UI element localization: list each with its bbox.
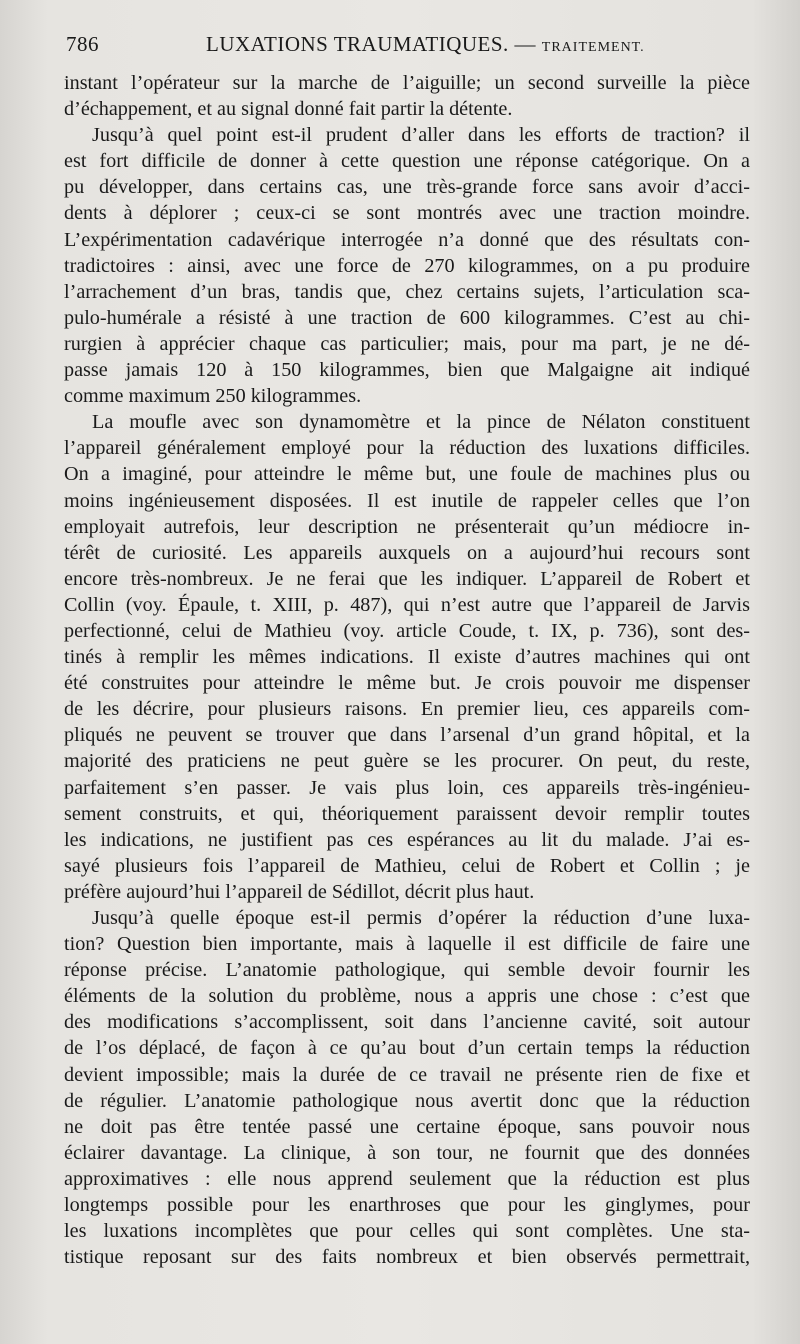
text-line: l’appareil généralement employé pour la réduction des luxations difficiles. [64, 437, 750, 460]
text-line: La moufle avec son dynamomètre et la pince de Nélaton constituent [92, 411, 750, 434]
text-line: sayé plusieurs fois l’appareil de Mathieu, celui de Robert et Collin ; je [64, 854, 750, 877]
text-line: est fort difficile de donner à cette question une réponse catégorique. On a [64, 150, 750, 173]
text-line: préfère aujourd’hui l’appareil de Sédillot, décrit plus haut. [64, 880, 535, 903]
text-line: passe jamais 120 à 150 kilogrammes, bien que Malgaigne ait indiqué [64, 359, 750, 382]
text-line: moins ingénieusement disposées. Il est inutile de rappeler celles que l’on [64, 489, 750, 512]
text-line: On a imaginé, pour atteindre le même but, une foule de machines plus ou [64, 463, 750, 486]
text-line: longtemps possible pour les enarthroses que pour les ginglymes, pour [64, 1194, 750, 1217]
text-line: l’arrachement d’un bras, tandis que, chez certains sujets, l’articulation sca- [64, 280, 750, 303]
text-line: sement construits, et qui, théoriquement paraissent devoir remplir toutes [64, 802, 750, 825]
text-line: ne doit pas être tentée passé une certaine époque, sans pouvoir nous [64, 1115, 750, 1138]
text-line: de l’os déplacé, de façon à ce qu’au bout d’un certain temps la réduction [64, 1037, 750, 1060]
text-line: comme maximum 250 kilogrammes. [64, 385, 362, 408]
text-line: éléments de la solution du problème, nous a appris une chose : c’est que [64, 985, 750, 1008]
page-number: 786 [66, 32, 99, 56]
body-text [64, 70, 750, 1270]
text-line: approximatives : elle nous apprend seulement que la réduction est plus [64, 1167, 750, 1190]
running-title [206, 32, 645, 57]
text-line: instant l’opérateur sur la marche de l’aiguille; un second surveille la pièce [64, 72, 750, 94]
text-line: parfaitement s’en passer. Je vais plus loin, ces appareils très-ingénieu- [64, 776, 750, 799]
text-line: réponse précise. L’anatomie pathologique, qui semble devoir fournir les [64, 959, 750, 982]
text-line: dents à déplorer ; ceux-ci se sont montrés avec une traction moindre. [64, 202, 750, 225]
text-line: employait autrefois, leur description ne présenterait qu’un médiocre in- [64, 515, 750, 538]
text-line: majorité des praticiens ne peut guère se les procurer. On peut, du reste, [64, 750, 750, 773]
text-line: rurgien à apprécier chaque cas particulier; mais, pour ma part, je ne dé- [64, 332, 750, 355]
text-line: L’expérimentation cadavérique interrogée n’a donné que des résultats con- [64, 228, 750, 251]
text-line: des modifications s’accomplissent, soit dans l’ancienne cavité, soit autour [64, 1011, 750, 1034]
text-line: pliqués ne peuvent se trouver que dans l’arsenal d’un grand hôpital, et la [64, 724, 750, 747]
text-line: tinés à remplir les mêmes indications. Il existe d’autres machines qui ont [64, 646, 750, 669]
text-line: tion? Question bien importante, mais à laquelle il est difficile de faire une [64, 933, 750, 956]
text-line: d’échappement, et au signal donné fait partir la détente. [64, 98, 513, 121]
text-line: pu développer, dans certains cas, une très-grande force sans avoir d’acci- [64, 176, 750, 199]
text-line: devient impossible; mais la durée de ce travail ne présente rien de fixe et [64, 1063, 750, 1086]
text-line: térêt de curiosité. Les appareils auxquels on a aujourd’hui recours sont [64, 541, 750, 564]
text-line: les luxations incomplètes que pour celles qui sont complètes. Une sta- [64, 1220, 750, 1243]
text-line: Jusqu’à quel point est-il prudent d’aller dans les efforts de traction? il [92, 124, 750, 147]
text-line: été construites pour atteindre le même but. Je crois pouvoir me dispenser [64, 672, 750, 695]
running-title-main: LUXATIONS TRAUMATIQUES. — [206, 32, 537, 56]
text-line: tistique reposant sur des faits nombreux et bien observés permettrait, [64, 1246, 750, 1269]
text-line: pulo-humérale a résisté à une traction de 600 kilogrammes. C’est au chi- [64, 306, 750, 329]
text-line: Jusqu’à quelle époque est-il permis d’opérer la réduction d’une luxa- [92, 907, 750, 929]
text-line: éclairer davantage. La clinique, à son tour, ne fournit que des données [64, 1141, 750, 1164]
text-line: perfectionné, celui de Mathieu (voy. article Coude, t. IX, p. 736), sont des- [64, 619, 750, 642]
text-line: de les décrire, pour plusieurs raisons. En premier lieu, ces appareils com- [64, 698, 750, 721]
text-line: de régulier. L’anatomie pathologique nous avertit donc que la réduction [64, 1089, 750, 1112]
running-title-section: TRAITEMENT. [541, 40, 645, 55]
page-header [66, 32, 760, 62]
text-line: Collin (voy. Épaule, t. XIII, p. 487), qui n’est autre que l’appareil de Jarvis [64, 593, 750, 616]
text-line: tradictoires : ainsi, avec une force de 270 kilogrammes, on a pu produire [64, 254, 750, 277]
text-line: les indications, ne justifient pas ces espérances au lit du malade. J’ai es- [64, 828, 750, 851]
text-line: encore très-nombreux. Je ne ferai que les indiquer. L’appareil de Robert et [64, 567, 750, 590]
